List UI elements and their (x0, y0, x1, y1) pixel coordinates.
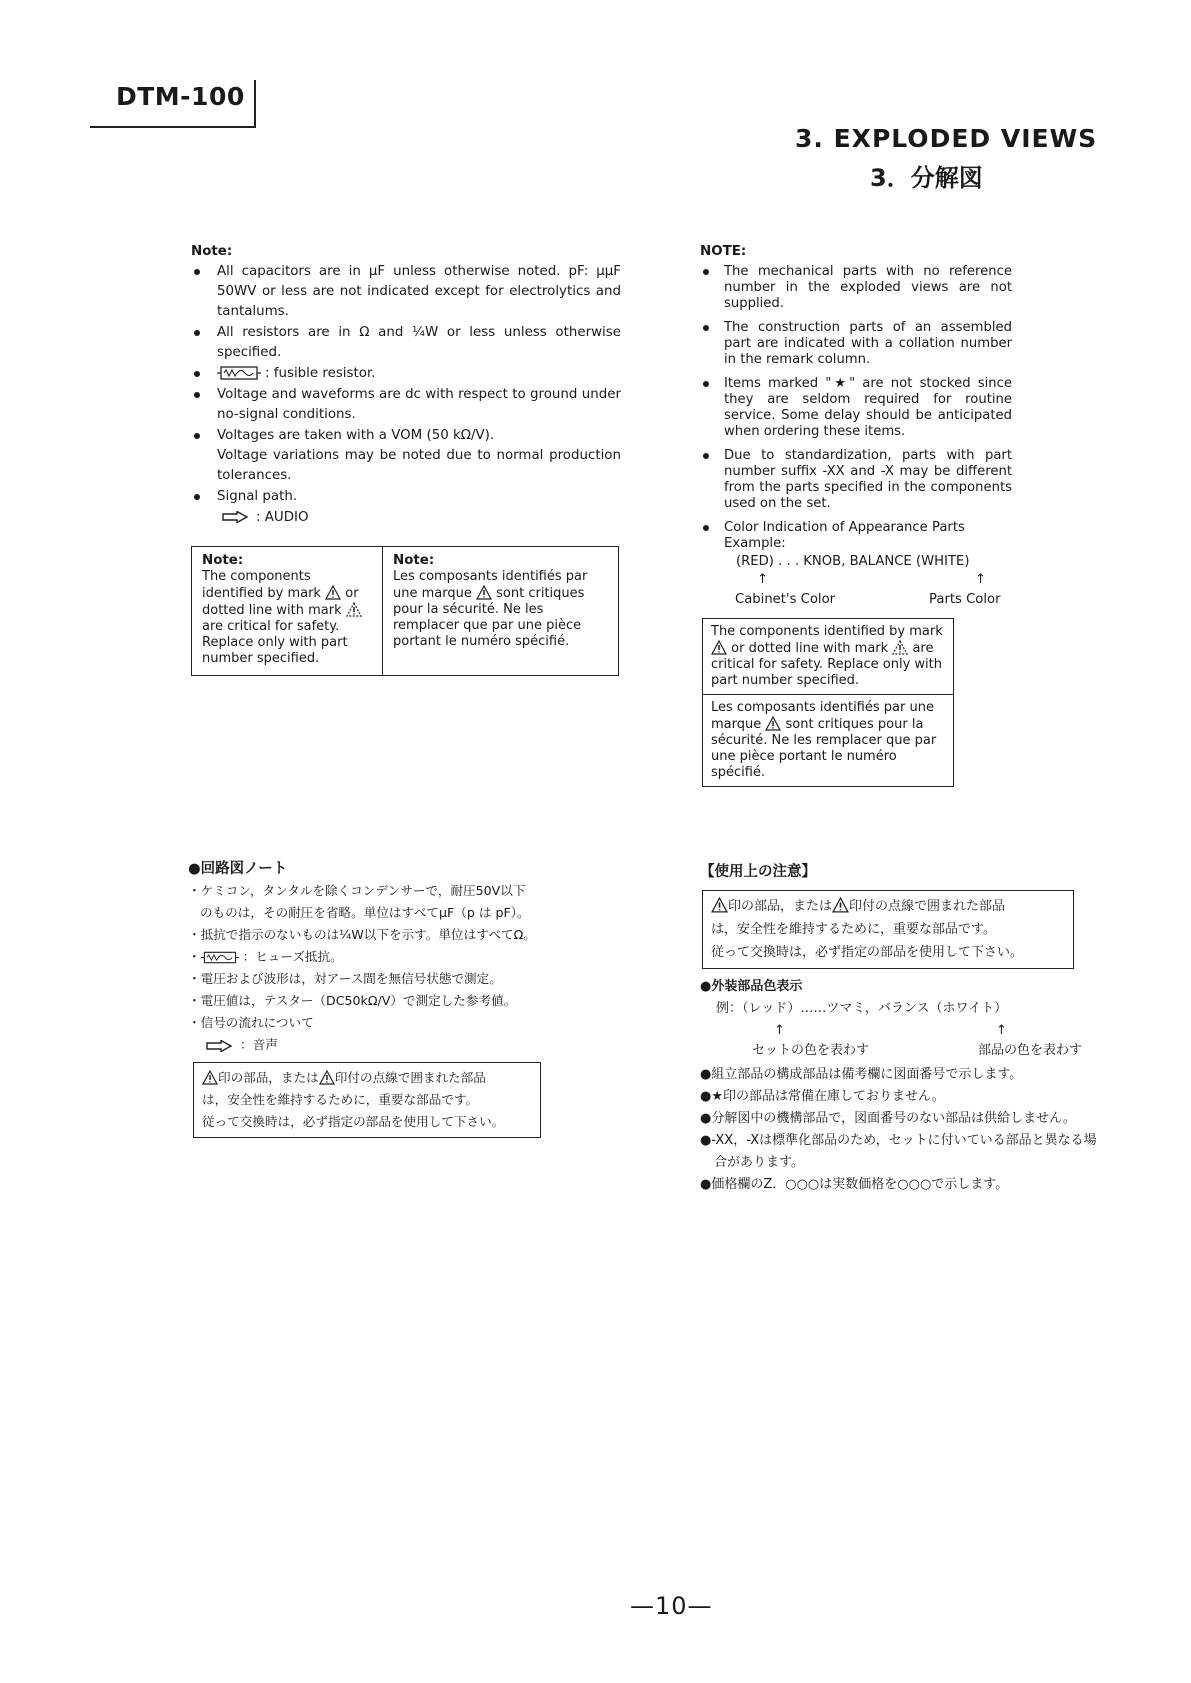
safety-en-1: The components identified by mark (202, 569, 321, 601)
jp-line: ・抵抗で指示のないものは¼W以下を示す。単位はすべてΩ。 (188, 927, 536, 942)
signal-arrow-icon (206, 1040, 232, 1052)
safety-en-4: Replace only with part number specified. (202, 635, 348, 666)
color-indication-title: Color Indication of Appearance Parts (724, 520, 965, 535)
safety-en-text (202, 569, 372, 667)
note-capacitors: All capacitors are in μF unless otherwise noted. pF: μμF 50WV or less are not indicated except for electrolytics and tantalums. (191, 262, 621, 322)
safety-r-en-2: or dotted line with mark (731, 641, 889, 656)
signal-audio-line (191, 508, 621, 528)
jp-bullet: ●分解図中の機構部品で，図面番号のない部品は供給しません。 (700, 1111, 1076, 1126)
note-resistors: All resistors are in Ω and ¼W or less unless otherwise specified. (191, 323, 621, 363)
jp-safety-2: 印付の点線で囲まれた部品 (334, 1070, 486, 1085)
note-standardization: Due to standardization, parts with part number suffix -XX and -X may be different from the parts specified in the components used on the set. (700, 448, 1012, 512)
jp-bullet: ●-XX，-Xは標準化部品のため，セットに付いている部品と異なる場 (700, 1133, 1097, 1148)
fusible-label: : fusible resistor. (265, 366, 376, 381)
jp-safety-1: 印の部品，または (218, 1070, 319, 1085)
jp-signal-label: ：音声 (240, 1037, 278, 1052)
jp-line: ・信号の流れについて (188, 1015, 314, 1030)
safety-en-heading: Note: (202, 553, 244, 568)
jp-fuse-label: ：ヒューズ抵抗。 (242, 949, 343, 964)
note-mechanical-parts: The mechanical parts with no reference number in the exploded views are not supplied. (700, 264, 1012, 312)
safety-fr-heading: Note: (393, 553, 435, 568)
vom-text: Voltages are taken with a VOM (50 kΩ/V). (217, 428, 495, 443)
safety-en-2: or dotted line with mark (202, 586, 359, 618)
jp-signal-line (188, 1034, 568, 1056)
left-notes-heading: Note: (191, 244, 233, 259)
safety-r-fr-2: sont critiques pour la sécurité. (711, 717, 924, 748)
safety-r-en-3: are critical for safety. (711, 641, 934, 672)
warning-icon (832, 897, 849, 913)
jp-safety-4: 従って交換時は，必ず指定の部品を使用して下さい。 (202, 1114, 505, 1129)
color-example (700, 552, 1012, 610)
jp-circuit-notes (188, 858, 568, 1056)
jp-bullet-cont: 合があります。 (714, 1155, 804, 1170)
safety-r-en-4: Replace only with part number specified. (711, 657, 942, 688)
section-title-jp: 3．分解図 (870, 164, 983, 192)
jp-line: ・電圧および波形は，対アース間を無信号状態で測定。 (188, 971, 502, 986)
jp-bullet: ●組立部品の構成部品は備考欄に図面番号で示します。 (700, 1067, 1023, 1082)
jp-line: ・ケミコン，タンタルを除くコンデンサーで，耐圧50V以下 (188, 883, 526, 898)
safety-box-right-fr (703, 694, 953, 786)
note-signal-path: Signal path. (191, 487, 621, 507)
warning-icon (711, 640, 727, 655)
up-arrow-icon: ↑ (774, 1023, 785, 1038)
jp-color-arrows (700, 1020, 1170, 1040)
color-example-arrows (700, 572, 1012, 590)
jp-set-color-caption: セットの色を表わす (752, 1043, 870, 1058)
jp-safety-r-4: 従って交換時は，必ず指定の部品を使用して下さい。 (711, 945, 1024, 960)
jp-safety-line (711, 895, 1065, 918)
up-arrow-icon: ↑ (996, 1023, 1007, 1038)
note-not-stocked: Items marked "★" are not stocked since they are seldom required for routine service. Some delay should be anticipated when ordering these items. (700, 376, 1012, 440)
jp-safety-line (202, 1067, 532, 1089)
jp-color-example: 例：（レッド）……ツマミ，バランス（ホワイト） (716, 1001, 1008, 1016)
jp-circuit-heading: ●回路図ノート (188, 861, 288, 877)
note-construction-parts: The construction parts of an assembled part are indicated with a collation number in the remark column. (700, 320, 1012, 368)
jp-color-heading: ●外装部品色表示 (700, 979, 803, 994)
voltage-variation-text: Voltage variations may be noted due to normal production tolerances. (217, 448, 621, 483)
safety-fr-text (393, 569, 608, 650)
jp-safety-r-2: 印付の点線で囲まれた部品 (849, 899, 1006, 914)
jp-bullet: ●価格欄のZ．○○○は実数価格を○○○で示します。 (700, 1177, 1009, 1192)
note-color-indication (700, 520, 1012, 552)
jp-line: ・電圧値は，テスター（DC50kΩ/V）で測定した参考値。 (188, 993, 517, 1008)
note-fusible (191, 364, 621, 384)
jp-safety-r-3: は，安全性を維持するために，重要な部品です。 (711, 922, 996, 937)
section-title-en: 3. EXPLODED VIEWS (795, 124, 1098, 153)
warning-icon (202, 1070, 218, 1085)
jp-part-color-caption: 部品の色を表わす (978, 1043, 1083, 1058)
safety-r-en-1: The components identified by mark (711, 624, 943, 639)
left-notes (191, 242, 621, 528)
up-arrow-icon: ↑ (975, 572, 987, 587)
safety-en-3: are critical for safety. (202, 619, 340, 634)
color-example-line: (RED) . . . KNOB, BALANCE (WHITE) (736, 554, 970, 569)
safety-box-fr (382, 547, 618, 675)
warning-icon (765, 716, 781, 731)
jp-usage-heading: 【使用上の注意】 (700, 864, 816, 880)
fusible-resistor-icon (217, 366, 261, 380)
signal-audio-label: : AUDIO (256, 510, 309, 525)
warning-icon (892, 640, 908, 655)
note-vom (191, 426, 621, 486)
page-number: —10— (630, 1592, 713, 1620)
jp-bullet: ●★印の部品は常備在庫しておりません。 (700, 1089, 945, 1104)
safety-fr-1: Les composants identifiés par une marque (393, 569, 588, 601)
warning-icon (711, 897, 728, 913)
safety-r-fr-3: Ne les remplacer que par une pièce portant le numéro spécifié. (711, 733, 937, 780)
right-notes-heading: NOTE: (700, 244, 747, 259)
jp-color-captions (700, 1040, 1170, 1064)
jp-fuse-line: ・ ：ヒューズ抵抗。 (188, 949, 343, 964)
warning-icon (476, 585, 492, 600)
safety-r-fr-1: Les composants identifiés par une marque (711, 700, 934, 732)
example-label: Example: (724, 536, 786, 551)
color-example-captions (700, 590, 1012, 610)
jp-safety-3: は，安全性を維持するために，重要な部品です。 (202, 1092, 479, 1107)
jp-line: のものは，その耐圧を省略。単位はすべてμF（p は pF）。 (200, 905, 530, 920)
safety-box-en (192, 547, 382, 675)
model-number: DTM-100 (116, 82, 245, 111)
jp-safety-r-1: 印の部品，または (728, 899, 833, 914)
parts-color-caption: Parts Color (929, 592, 1001, 607)
warning-icon (346, 602, 362, 617)
right-notes (700, 242, 1012, 610)
jp-usage-notes (700, 976, 1170, 1196)
cabinet-color-caption: Cabinet's Color (735, 592, 836, 607)
safety-box-left (191, 546, 619, 676)
signal-arrow-icon (222, 511, 248, 523)
note-voltage-waveforms: Voltage and waveforms are dc with respect to ground under no-signal conditions. (191, 385, 621, 425)
fusible-resistor-icon (201, 951, 239, 964)
warning-icon (325, 585, 341, 600)
warning-icon (319, 1070, 335, 1085)
up-arrow-icon: ↑ (757, 572, 769, 587)
safety-box-right-en (703, 619, 953, 694)
safety-fr-2: sont critiques pour la sécurité. (393, 586, 585, 617)
jp-safety-box-right (702, 890, 1074, 969)
safety-box-right (702, 618, 954, 787)
jp-safety-box-left (193, 1062, 541, 1138)
safety-fr-3: Ne les remplacer que par une pièce portant le numéro spécifié. (393, 602, 582, 649)
